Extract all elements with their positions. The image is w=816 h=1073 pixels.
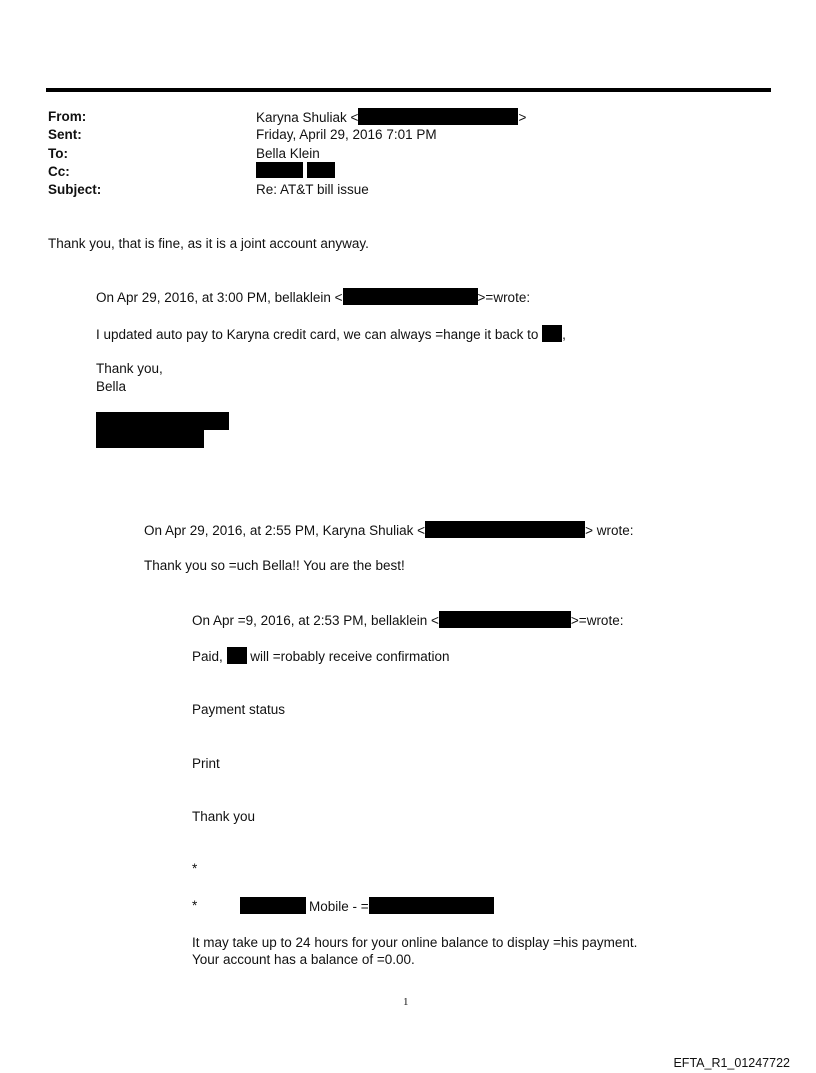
redaction-block [369, 897, 494, 914]
from-name: Karyna Shuliak < [256, 110, 359, 125]
document-id: EFTA_R1_01247722 [673, 1056, 790, 1070]
to-label: To: [48, 146, 68, 161]
quote1-intro [96, 288, 530, 306]
quote3-paid-suffix: will =robably receive confirmation [246, 649, 450, 664]
cc-redaction-1 [256, 162, 303, 178]
mobile-text: Mobile - = [309, 899, 369, 914]
subject-value: Re: AT&T bill issue [256, 182, 369, 197]
from-value [256, 108, 526, 126]
cc-redaction-2 [307, 162, 335, 178]
reply-text: Thank you, that is fine, as it is a joint account anyway. [48, 236, 369, 251]
redaction-block [358, 108, 518, 125]
quote1-line [96, 325, 566, 343]
quote3-intro [192, 611, 623, 629]
signature-redaction-2 [96, 430, 204, 448]
redaction-block [542, 325, 562, 342]
mobile-redaction-1 [240, 897, 306, 914]
header-rule [46, 88, 771, 92]
quote1-intro-prefix: On Apr 29, 2016, at 3:00 PM, bellaklein < [96, 290, 343, 305]
balance-line-1: It may take up to 24 hours for your online balance to display =his payment. [192, 935, 638, 950]
redaction-block [439, 611, 571, 628]
redaction-block [425, 521, 585, 538]
to-value: Bella Klein [256, 146, 320, 161]
quote3-paid-prefix: Paid, [192, 649, 227, 664]
quote2-intro-suffix: > wrote: [585, 523, 634, 538]
bullet-marker: * [192, 898, 198, 913]
sent-label: Sent: [48, 127, 82, 142]
quote1-line-prefix: I updated auto pay to Karyna credit card, we can always =hange it back to [96, 327, 543, 342]
from-label: From: [48, 109, 87, 124]
quote1-intro-suffix: >=wrote: [477, 290, 531, 305]
redaction-block [227, 647, 247, 664]
quote3-intro-suffix: >=wrote: [570, 613, 624, 628]
quote3-thank-you: Thank you [192, 809, 256, 824]
mobile-line [309, 897, 494, 915]
balance-line-2: Your account has a balance of =0.00. [192, 952, 415, 967]
quote3-payment-status: Payment status [192, 702, 286, 717]
from-bracket: > [518, 110, 527, 125]
redaction-block [343, 288, 478, 305]
quote3-paid [192, 647, 450, 665]
quote1-signature: Bella [96, 379, 127, 394]
quote1-line-suffix: , [562, 327, 566, 342]
quote2-intro [144, 521, 633, 539]
subject-label: Subject: [48, 182, 102, 197]
quote3-print: Print [192, 756, 220, 771]
page-number: 1 [403, 996, 409, 1008]
bullet-marker: * [192, 861, 198, 876]
sent-value: Friday, April 29, 2016 7:01 PM [256, 127, 437, 142]
cc-label: Cc: [48, 164, 70, 179]
quote2-line: Thank you so =uch Bella!! You are the best! [144, 558, 405, 573]
quote3-intro-prefix: On Apr =9, 2016, at 2:53 PM, bellaklein < [192, 613, 439, 628]
quote1-closing: Thank you, [96, 361, 163, 376]
quote2-intro-prefix: On Apr 29, 2016, at 2:55 PM, Karyna Shuliak < [144, 523, 426, 538]
signature-redaction-1 [96, 412, 229, 430]
